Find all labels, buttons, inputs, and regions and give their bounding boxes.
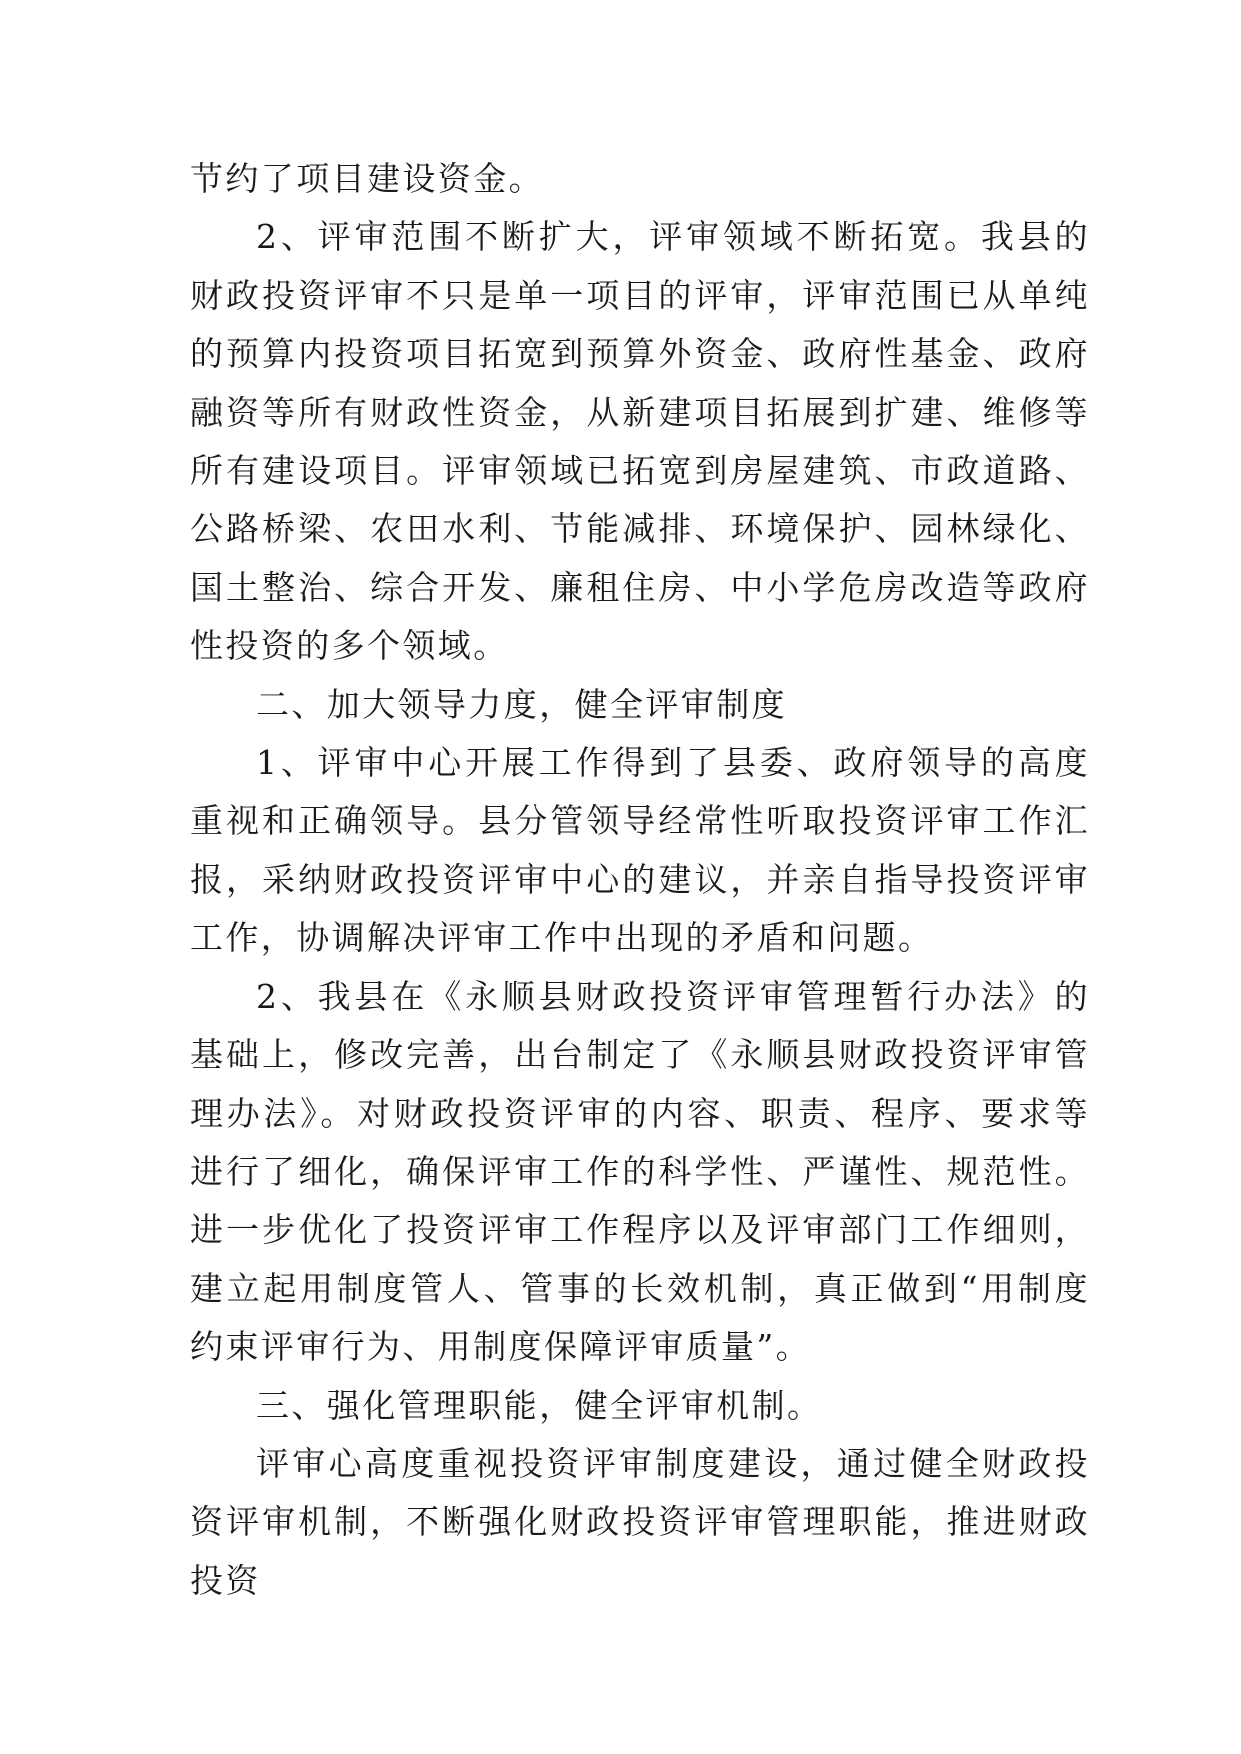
document-body: [190, 150, 1090, 1610]
paragraph-leadership-attention: 1、评审中心开展工作得到了县委、政府领导的高度重视和正确领导。县分管领导经常性听取投资评审工作汇报，采纳财政投资评审中心的建议，并亲自指导投资评审工作，协调解决评审工作中出现的矛盾和问题。: [190, 743, 1090, 958]
paragraph-review-scope: 2、评审范围不断扩大，评审领域不断拓宽。我县的财政投资评审不只是单一项目的评审，评审范围已从单纯的预算内投资项目拓宽到预算外资金、政府性基金、政府融资等所有财政性资金，从新建项目拓展到扩建、维修等所有建设项目。评审领域已拓宽到房屋建筑、市政道路、公路桥梁、农田水利、节能减排、环境保护、园林绿化、国土整治、综合开发、廉租住房、中小学危房改造等政府性投资的多个领域。: [190, 217, 1090, 666]
paragraph-management-measures: 2、我县在《永顺县财政投资评审管理暂行办法》的基础上，修改完善，出台制定了《永顺县财政投资评审管理办法》。对财政投资评审的内容、职责、程序、要求等进行了细化，确保评审工作的科学性、严谨性、规范性。进一步优化了投资评审工作程序以及评审部门工作细则，建立起用制度管人、管事的长效机制，真正做到“用制度约束评审行为、用制度保障评审质量”。: [190, 976, 1090, 1367]
paragraph-mechanism: 评审心高度重视投资评审制度建设，通过健全财政投资评审机制，不断强化财政投资评审管理职能，推进财政投资: [190, 1443, 1090, 1600]
section-heading-leadership: 二、加大领导力度，健全评审制度: [256, 684, 787, 724]
section-heading-mechanism: 三、强化管理职能，健全评审机制。: [256, 1385, 823, 1425]
paragraph-continuation: 节约了项目建设资金。: [190, 159, 544, 198]
